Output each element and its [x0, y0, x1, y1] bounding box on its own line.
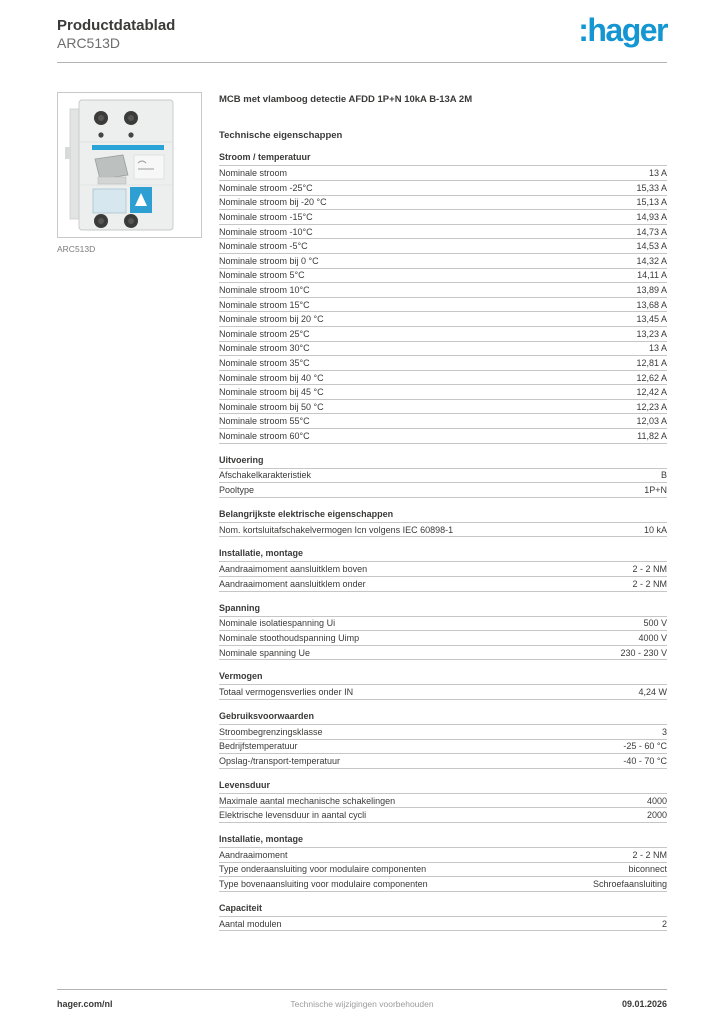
spec-row: [219, 254, 667, 269]
tech-properties-heading: Technische eigenschappen: [219, 130, 343, 142]
footer-website: hager.com/nl: [57, 999, 113, 1009]
spec-value: 13,23 A: [636, 328, 667, 339]
section-title: Installatie, montage: [219, 548, 667, 562]
spec-value: 12,81 A: [636, 357, 667, 368]
spec-sections: [219, 152, 667, 931]
spec-value: 13,89 A: [636, 284, 667, 295]
rating-plate: [134, 155, 164, 179]
spec-row: [219, 740, 667, 755]
spec-value: 4000 V: [638, 633, 667, 644]
spec-value: 2000: [646, 810, 667, 821]
spec-value: biconnect: [628, 864, 667, 875]
spec-label: Aandraaimoment aansluitklem boven: [219, 564, 368, 575]
spec-value: B: [660, 470, 667, 481]
spec-label: Nominale stroom bij 50 °C: [219, 401, 324, 412]
main-content: [57, 92, 667, 931]
spec-value: -40 - 70 °C: [623, 756, 667, 766]
spec-row: [219, 848, 667, 863]
spec-section: [219, 903, 667, 932]
din-clip: [70, 109, 80, 219]
spec-row: [219, 181, 667, 196]
spec-value: 2 - 2 NM: [632, 564, 667, 575]
spec-column: [219, 92, 667, 931]
spec-label: Type onderaansluiting voor modulaire componenten: [219, 864, 427, 875]
footer-disclaimer: Technische wijzigingen voorbehouden: [290, 999, 434, 1009]
page-header: [57, 0, 667, 63]
spec-value: 14,53 A: [636, 241, 667, 252]
spec-value: 3: [661, 726, 667, 737]
section-title: Gebruiksvoorwaarden: [219, 711, 667, 725]
toggle-base: [98, 177, 126, 184]
spec-value: 14,11 A: [637, 270, 667, 281]
spec-row: [219, 725, 667, 740]
label-window: [93, 189, 126, 213]
spec-value: 11,82 A: [637, 430, 667, 441]
test-dot: [128, 132, 133, 137]
spec-row: [219, 400, 667, 415]
spec-value: Schroefaansluiting: [592, 878, 667, 889]
spec-row: [219, 877, 667, 892]
spec-value: 4000: [646, 795, 667, 806]
spec-row: [219, 631, 667, 646]
spec-value: 14,73 A: [636, 226, 667, 237]
product-image: [58, 93, 201, 237]
spec-value: 12,42 A: [636, 387, 667, 398]
spec-label: Nominale stroom bij 40 °C: [219, 372, 324, 383]
spec-label: Elektrische levensduur in aantal cycli: [219, 810, 367, 821]
spec-value: 500 V: [643, 618, 667, 629]
spec-section: [219, 152, 667, 443]
spec-label: Nominale stroom -15°C: [219, 211, 313, 222]
spec-value: 12,62 A: [636, 372, 667, 383]
spec-label: Maximale aantal mechanische schakelingen: [219, 795, 396, 806]
header-titles: [57, 17, 175, 53]
spec-section: [219, 711, 667, 769]
section-title: Spanning: [219, 603, 667, 617]
spec-value: 15,33 A: [636, 182, 667, 193]
spec-row: [219, 617, 667, 632]
spec-section: [219, 455, 667, 498]
spec-row: [219, 754, 667, 769]
spec-value: 13 A: [648, 343, 667, 354]
spec-label: Nominale stroom bij 0 °C: [219, 255, 319, 266]
spec-label: Nominale stoothoudspanning Uimp: [219, 633, 360, 644]
spec-section: [219, 671, 667, 700]
product-image-caption: ARC513D: [57, 244, 96, 254]
spec-row: [219, 371, 667, 386]
spec-value: 14,32 A: [636, 255, 667, 266]
section-title: Uitvoering: [219, 455, 667, 469]
spec-label: Pooltype: [219, 485, 255, 496]
spec-value: 2: [661, 918, 667, 929]
spec-value: 2 - 2 NM: [632, 578, 667, 589]
spec-label: Nominale stroom: [219, 168, 288, 179]
spec-label: Nominale stroom -10°C: [219, 226, 313, 237]
hager-logo: :hager: [578, 12, 667, 48]
product-image-frame: [57, 92, 202, 238]
spec-label: Nominale stroom 55°C: [219, 416, 310, 427]
spec-label: Aantal modulen: [219, 918, 282, 929]
spec-label: Nominale stroom bij -20 °C: [219, 197, 327, 208]
spec-row: [219, 469, 667, 484]
spec-label: Nominale stroom 5°C: [219, 270, 305, 281]
spec-label: Nom. kortsluitafschakelvermogen Icn volgens IEC 60898-1: [219, 524, 454, 535]
spec-label: Aandraaimoment: [219, 849, 288, 860]
spec-value: 15,13 A: [636, 197, 667, 208]
spec-row: [219, 166, 667, 181]
spec-row: [219, 685, 667, 700]
spec-label: Stroombegrenzingsklasse: [219, 726, 323, 737]
spec-value: 12,23 A: [636, 401, 667, 412]
section-title: Levensduur: [219, 780, 667, 794]
section-title: Capaciteit: [219, 903, 667, 917]
spec-label: Nominale stroom 15°C: [219, 299, 310, 310]
spec-row: [219, 225, 667, 240]
footer-date: 09.01.2026: [621, 999, 667, 1009]
spec-section: [219, 603, 667, 661]
brand-stripe: [92, 145, 164, 150]
spec-label: Nominale stroom 35°C: [219, 357, 310, 368]
toggle-lever: [95, 155, 128, 179]
section-title: Installatie, montage: [219, 834, 667, 848]
spec-label: Bedrijfstemperatuur: [219, 741, 298, 752]
spec-row: [219, 342, 667, 357]
spec-label: Nominale stroom bij 20 °C: [219, 314, 324, 325]
spec-label: Nominale stroom 60°C: [219, 430, 310, 441]
spec-value: 13,68 A: [636, 299, 667, 310]
spec-label: Nominale spanning Ue: [219, 647, 311, 658]
spec-row: [219, 523, 667, 538]
product-code: ARC513D: [57, 35, 121, 51]
spec-row: [219, 414, 667, 429]
spec-row: [219, 239, 667, 254]
spec-section: [219, 548, 667, 591]
doc-type-title: Productdatablad: [57, 17, 176, 34]
spec-row: [219, 210, 667, 225]
spec-row: [219, 385, 667, 400]
spec-label: Nominale stroom bij 45 °C: [219, 387, 324, 398]
spec-value: 14,93 A: [636, 211, 667, 222]
spec-value: 13,45 A: [636, 314, 667, 325]
spec-row: [219, 312, 667, 327]
spec-label: Nominale isolatiespanning Ui: [219, 618, 336, 629]
spec-value: -25 - 60 °C: [623, 741, 667, 752]
spec-label: Nominale stroom 10°C: [219, 284, 310, 295]
product-title: MCB met vlamboog detectie AFDD 1P+N 10kA B-13A 2M: [219, 94, 473, 105]
spec-label: Aandraaimoment aansluitklem onder: [219, 578, 366, 589]
spec-label: Nominale stroom -25°C: [219, 182, 313, 193]
spec-section: [219, 834, 667, 892]
spec-row: [219, 327, 667, 342]
spec-row: [219, 356, 667, 371]
section-title: Belangrijkste elektrische eigenschappen: [219, 509, 667, 523]
page-footer: [57, 989, 667, 1009]
spec-row: [219, 577, 667, 592]
spec-value: 4,24 W: [638, 687, 667, 698]
section-title: Stroom / temperatuur: [219, 152, 667, 166]
spec-row: [219, 283, 667, 298]
spec-section: [219, 780, 667, 823]
spec-label: Type bovenaansluiting voor modulaire componenten: [219, 878, 428, 889]
spec-row: [219, 863, 667, 878]
spec-row: [219, 794, 667, 809]
spec-label: Opslag-/transport-temperatuur: [219, 756, 341, 766]
spec-row: [219, 562, 667, 577]
spec-row: [219, 298, 667, 313]
spec-label: Nominale stroom 30°C: [219, 343, 310, 354]
spec-row: [219, 808, 667, 823]
spec-label: Nominale stroom 25°C: [219, 328, 310, 339]
spec-label: Totaal vermogensverlies onder IN: [219, 687, 354, 698]
spec-value: 230 - 230 V: [620, 647, 667, 658]
spec-row: [219, 646, 667, 661]
spec-row: [219, 429, 667, 444]
test-dot: [98, 132, 103, 137]
spec-value: 10 kA: [643, 524, 667, 535]
spec-section: [219, 509, 667, 538]
spec-row: [219, 483, 667, 498]
spec-row: [219, 196, 667, 211]
spec-row: [219, 917, 667, 932]
product-image-column: [57, 92, 202, 931]
spec-value: 13 A: [648, 168, 667, 179]
spec-label: Nominale stroom -5°C: [219, 241, 308, 252]
section-title: Vermogen: [219, 671, 667, 685]
spec-label: Afschakelkarakteristiek: [219, 470, 312, 481]
spec-value: 2 - 2 NM: [632, 849, 667, 860]
din-notch: [65, 147, 71, 159]
spec-value: 1P+N: [644, 485, 667, 496]
spec-value: 12,03 A: [636, 416, 667, 427]
spec-row: [219, 269, 667, 284]
